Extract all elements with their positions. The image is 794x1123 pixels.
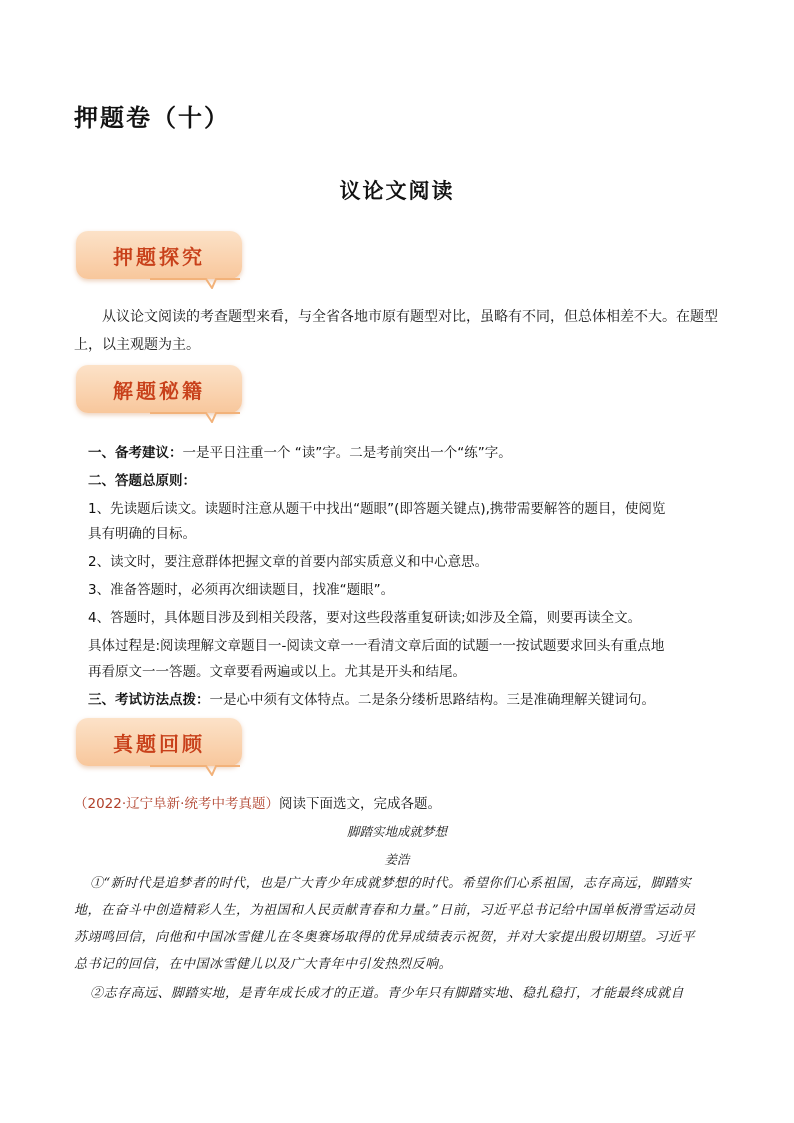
- essay-line: ①“新时代是追梦者的时代，也是广大青少年成就梦想的时代。希望你们心系祖国，志存高远，脚踏实: [90, 876, 692, 891]
- exam-instruction: 阅读下面选文，完成各题。: [278, 796, 441, 812]
- essay-line: 地，在奋斗中创造精彩人生，为祖国和人民贡献青春和力量。”日前，习近平总书记给中国单板滑雪运动员: [74, 903, 696, 918]
- badge-underline-decoration: [150, 277, 240, 289]
- tips-line: [88, 499, 728, 519]
- tips-line-heading: 三、考试访法点拨：: [88, 692, 210, 708]
- section-badge-explore: [76, 231, 244, 289]
- section-badge-label: 解题秘籍: [76, 365, 242, 413]
- essay-title: 脚踏实地成就梦想: [346, 824, 447, 839]
- tips-line-text: 1、先读题后读文。读题时注意从题干中找出“题眼”(即答题关键点),携带需要解答的题目，使阅览: [88, 501, 666, 517]
- tips-line-text: 4、答题时，具体题目涉及到相关段落，要对这些段落重复研读;如涉及全篇，则要再读全文。: [88, 610, 642, 626]
- section-badge-label: 真题回顾: [76, 718, 242, 766]
- tips-line: [88, 636, 728, 656]
- tips-line: [88, 524, 728, 544]
- tips-line-heading: 一、备考建议：: [88, 445, 183, 461]
- tips-line: [88, 662, 728, 682]
- explore-paragraph: 从议论文阅读的考查题型来看，与全省各地市原有题型对比，虽略有不同，但总体相差不大。在题型上，以主观题为主。: [74, 309, 718, 353]
- tips-line: [88, 608, 728, 628]
- tips-line-text: 具体过程是:阅读理解文章题目一-阅读文章一一看清文章后面的试题一一按试题要求回头有重点地: [88, 638, 665, 654]
- tips-line-text: 再看原文一一答题。文章要看两遍或以上。尤其是开头和结尾。: [88, 664, 466, 680]
- exam-source-tag: （2022·辽宁阜新·统考中考真题）: [74, 796, 279, 812]
- tips-line-text: 3、准备答题时，必须再次细读题目，找准“题眼”。: [88, 582, 395, 598]
- essay-line: 总书记的回信，在中国冰雪健儿以及广大青年中引发热烈反响。: [74, 957, 453, 972]
- badge-underline-decoration: [150, 411, 240, 423]
- badge-underline-decoration: [150, 764, 240, 776]
- tips-line-text: 一是平日注重一个 “读”字。二是考前突出一个“练”字。: [182, 445, 512, 461]
- tips-line: [88, 690, 728, 710]
- tips-line-heading: 二、答题总原则：: [88, 473, 196, 489]
- tips-line-text: 具有明确的目标。: [88, 526, 196, 542]
- essay-line: ②志存高远、脚踏实地，是青年成长成才的正道。青少年只有脚踏实地、稳扎稳打，才能最终成就自: [90, 986, 685, 1001]
- exam-source-line: [74, 792, 441, 812]
- tips-line-text: 一是心中须有文体特点。二是条分缕析思路结构。三是准确理解关键词句。: [209, 692, 655, 708]
- document-title: 押题卷（十）: [74, 104, 230, 132]
- section-badge-review: [76, 718, 244, 776]
- tips-line: [88, 552, 728, 572]
- document-subtitle: 议论文阅读: [339, 179, 455, 203]
- section-badge-tips: [76, 365, 244, 423]
- essay-line: 苏翊鸣回信，向他和中国冰雪健儿在冬奥赛场取得的优异成绩表示祝贺，并对大家提出殷切期望。习近平: [74, 930, 696, 945]
- tips-line: [88, 443, 728, 463]
- tips-line: [88, 471, 728, 491]
- tips-line: [88, 580, 728, 600]
- essay-author: 姜浩: [384, 852, 410, 867]
- tips-line-text: 2、读文时，要注意群体把握文章的首要内部实质意义和中心意思。: [88, 554, 489, 570]
- section-badge-label: 押题探究: [76, 231, 242, 279]
